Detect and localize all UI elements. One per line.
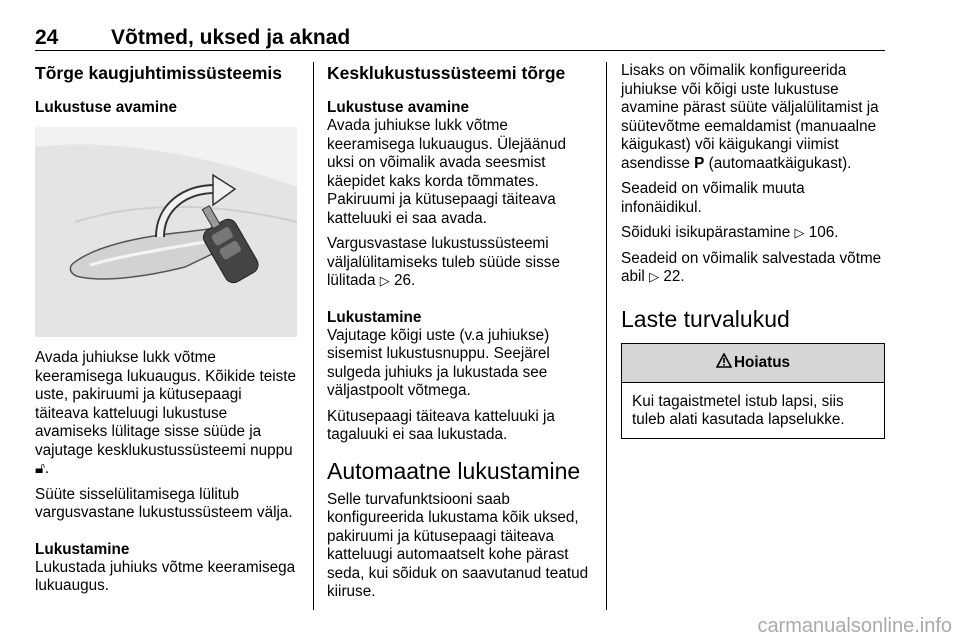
page-ref[interactable]: 26. <box>393 272 416 289</box>
paragraph: Lukustada juhiuks võtme keeramisega lukuaugus. <box>35 558 296 594</box>
warning-text: Kui tagaistmetel istub lapsi, siis tuleb alati kasutada lapselukke. <box>632 392 845 428</box>
warning-triangle-icon <box>716 353 732 373</box>
paragraph: Sõiduki isikupärastamine ▷ 106. <box>621 224 839 241</box>
lock-open-icon: 🔓︎ <box>35 460 45 477</box>
column-3 <box>621 62 885 439</box>
warning-box <box>621 343 885 439</box>
paragraph: Süüte sisselülitamisega lülitub vargusvastane lukustussüsteem välja. <box>35 485 293 521</box>
column-2 <box>327 62 597 609</box>
section-heading-large: Laste turvalukud <box>621 305 790 332</box>
page-header <box>35 26 885 51</box>
section-heading-large: Automaatne lukustamine <box>327 457 581 484</box>
page-ref[interactable]: 106. <box>808 224 839 241</box>
section-heading: Kesklukustussüsteemi tõrge <box>327 63 566 83</box>
paragraph: Seadeid on võimalik salvestada võtme abil ▷ 22. <box>621 249 882 285</box>
subheading: Lukustamine <box>327 308 422 326</box>
page-ref-arrow-icon: ▷ <box>379 273 390 288</box>
paragraph: Kütusepaagi täiteava katteluuki ja tagaluuki ei saa lukustada. <box>327 407 555 443</box>
warning-title: Hoiatus <box>733 353 791 371</box>
page-ref-arrow-icon: ▷ <box>794 225 805 240</box>
paragraph: Vargusvastase lukustussüsteemi väljalülitamiseks tuleb süüde sisse lülitada ▷ 26. <box>327 235 560 289</box>
paragraph: Vajutage kõigi uste (v.a juhiukse) sisemist lukustusnuppu. Seejärel sulgeda juhiuks ja lukustada see väljastpoolt võtmega. <box>327 326 550 399</box>
section-heading: Tõrge kaugjuhtimissüsteemis <box>35 63 283 83</box>
column-1 <box>35 62 297 603</box>
gear-position-p: P <box>694 154 705 172</box>
paragraph: Selle turvafunktsiooni saab konfigureerida lukustama kõik uksed, pakiruumi ja kütusepaagi täiteava katteluugi automaatselt kohe pärast seda, kui sõiduk on saavutanud teatud kiiruse. <box>327 490 589 600</box>
warning-header <box>622 344 884 383</box>
door-handle-key-illustration <box>35 127 297 337</box>
paragraph: Lisaks on võimalik konfigureerida juhiukse või kõigi uste lukustuse avamine pärast süüte väljalülitamist ja süütevõtme eemaldamist (manuaalne käigukast) või käigukangi viimist asendisse P (automaatkäigukast). <box>621 62 879 172</box>
subheading: Lukustuse avamine <box>35 99 177 116</box>
page-number: 24 <box>35 26 59 49</box>
page-title: Võtmed, uksed ja aknad <box>111 26 351 49</box>
paragraph: Seadeid on võimalik muuta infonäidikul. <box>621 180 805 216</box>
subheading: Lukustamine <box>35 540 130 558</box>
paragraph: Avada juhiukse lukk võtme keeramisega lukuaugus. Ülejäänud uksi on võimalik avada seesmist käepidet kaks korda tõmmates. Pakiruumi ja kütusepaagi täiteava katteluuki ei saa avada. <box>327 117 566 227</box>
watermark: carmanualsonline.info <box>757 615 952 637</box>
page-ref[interactable]: 22. <box>663 268 685 285</box>
subheading: Lukustuse avamine <box>327 99 469 116</box>
page-ref-arrow-icon: ▷ <box>649 269 660 284</box>
column-divider <box>313 62 314 610</box>
column-divider <box>606 62 607 610</box>
paragraph: Avada juhiukse lukk võtme keeramisega lukuaugus. Kõikide teiste uste, pakiruumi ja kütusepaagi täiteava katteluugi lukustuse avamiseks lülitage sisse süüde ja vajutage kesklukustussüsteemi nuppu 🔓︎. <box>35 349 297 477</box>
